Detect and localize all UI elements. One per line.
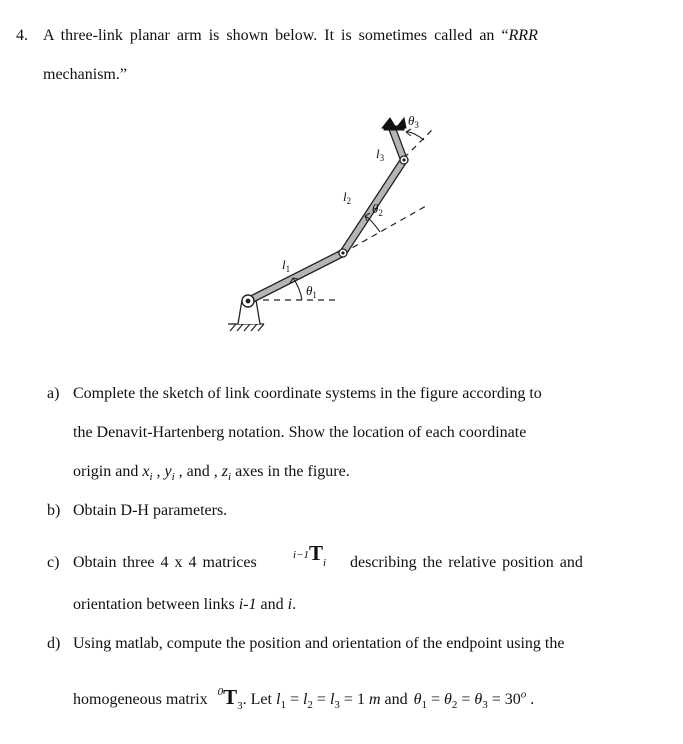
axis-y: y — [164, 463, 172, 480]
axis-y-sub: i — [171, 471, 175, 484]
matrix-T-i-sub: i — [323, 557, 327, 569]
part-c-link-a: i-1 — [238, 596, 257, 613]
theta-3: θ — [474, 691, 483, 708]
var-l1-sub: 1 — [280, 699, 286, 712]
var-l3-sub: 3 — [334, 699, 340, 712]
theta-1: θ — [413, 691, 422, 708]
part-c-line2-end: . — [292, 596, 297, 613]
matrix-0T3-symbol: T — [223, 685, 238, 709]
eq-1: = — [285, 691, 303, 708]
matrix-T-i-symbol: T — [308, 541, 323, 565]
label-l2: $l_2$ — [343, 189, 352, 206]
intro-text: A three-link planar arm is shown below. It is sometimes called an “ — [43, 27, 509, 44]
var-l3: l — [329, 691, 335, 708]
rrr-arm-figure — [220, 98, 460, 338]
part-d-line2-pre: homogeneous matrix — [73, 691, 208, 708]
axis-z: z — [221, 463, 229, 480]
label-theta3: $\theta_3$ — [408, 113, 419, 130]
problem-intro-line2: mechanism.” — [43, 66, 127, 83]
matrix-T-i-sup: i−1 — [293, 549, 309, 561]
joint-2 — [339, 249, 347, 257]
and-text: and — [380, 691, 412, 708]
problem-number: 4. — [16, 27, 28, 44]
length-value: 1 — [356, 691, 369, 708]
matrix-T-i — [293, 541, 327, 569]
matrix-0T3-sub: 3 — [237, 700, 243, 712]
part-d-let: . Let — [242, 691, 276, 708]
var-l2: l — [302, 691, 308, 708]
part-d-label: d) — [47, 635, 61, 652]
part-a-label: a) — [47, 385, 60, 402]
theta-2-sub: 2 — [451, 699, 458, 712]
part-d-line1: Using matlab, compute the position and orientation of the endpoint using the — [73, 635, 565, 652]
axis-z-sub: i — [228, 471, 232, 484]
eq-2: = — [312, 691, 330, 708]
part-a-line3-pre: origin and — [73, 463, 143, 480]
link-1 — [248, 253, 343, 301]
part-a-sep1: , — [152, 463, 165, 480]
part-d-line2 — [73, 685, 534, 711]
eq-6: = — [487, 691, 505, 708]
part-c-line1-post: describing the relative position and — [350, 554, 583, 571]
part-c-line2-pre: orientation between links — [73, 596, 239, 613]
theta-2: θ — [444, 691, 452, 708]
part-c-line1: Obtain three 4 x 4 matrices — [73, 554, 257, 571]
eq-5: = — [457, 691, 475, 708]
part-a-line1: Complete the sketch of link coordinate systems in the figure according to — [73, 385, 542, 402]
var-l2-sub: 2 — [307, 699, 313, 712]
theta-equation — [413, 688, 535, 712]
var-l1: l — [275, 691, 281, 708]
joint-1 — [242, 295, 254, 307]
intro-rrr: RRR — [508, 27, 538, 44]
axis-x-sub: i — [149, 471, 153, 484]
theta-1-sub: 1 — [421, 699, 427, 712]
eq-3: = — [339, 691, 357, 708]
label-theta1: $\theta_1$ — [306, 283, 317, 300]
eq-4: = — [426, 691, 444, 708]
part-b-text: Obtain D-H parameters. — [73, 502, 228, 519]
label-l3: $l_3$ — [376, 146, 385, 163]
axis-x: x — [142, 463, 150, 480]
label-theta2: $\theta_2$ — [372, 201, 383, 218]
part-a-line3 — [73, 463, 350, 483]
final-period: . — [526, 691, 535, 708]
problem-intro-line1 — [43, 27, 538, 45]
joint-3 — [400, 156, 408, 164]
part-a-line3-post: axes in the figure. — [231, 463, 350, 480]
part-c-line2 — [73, 596, 296, 614]
gripper — [382, 118, 406, 130]
part-c-label: c) — [47, 554, 60, 571]
matrix-0T3-sup: 0 — [217, 686, 224, 698]
degree-mark: o — [520, 688, 527, 701]
angle-value: 30 — [504, 691, 521, 708]
length-unit: m — [368, 691, 381, 708]
part-b-label: b) — [47, 502, 61, 519]
matrix-0T3 — [218, 685, 243, 710]
theta-3-sub: 3 — [482, 699, 488, 712]
part-c-link-b: i — [287, 596, 293, 613]
part-a-line2: the Denavit-Hartenberg notation. Show the location of each coordinate — [73, 424, 527, 441]
part-c-line2-mid: and — [256, 596, 288, 613]
part-a-sep2: , and , — [174, 463, 222, 480]
label-l1: $l_1$ — [282, 257, 291, 274]
link-3 — [392, 128, 404, 160]
